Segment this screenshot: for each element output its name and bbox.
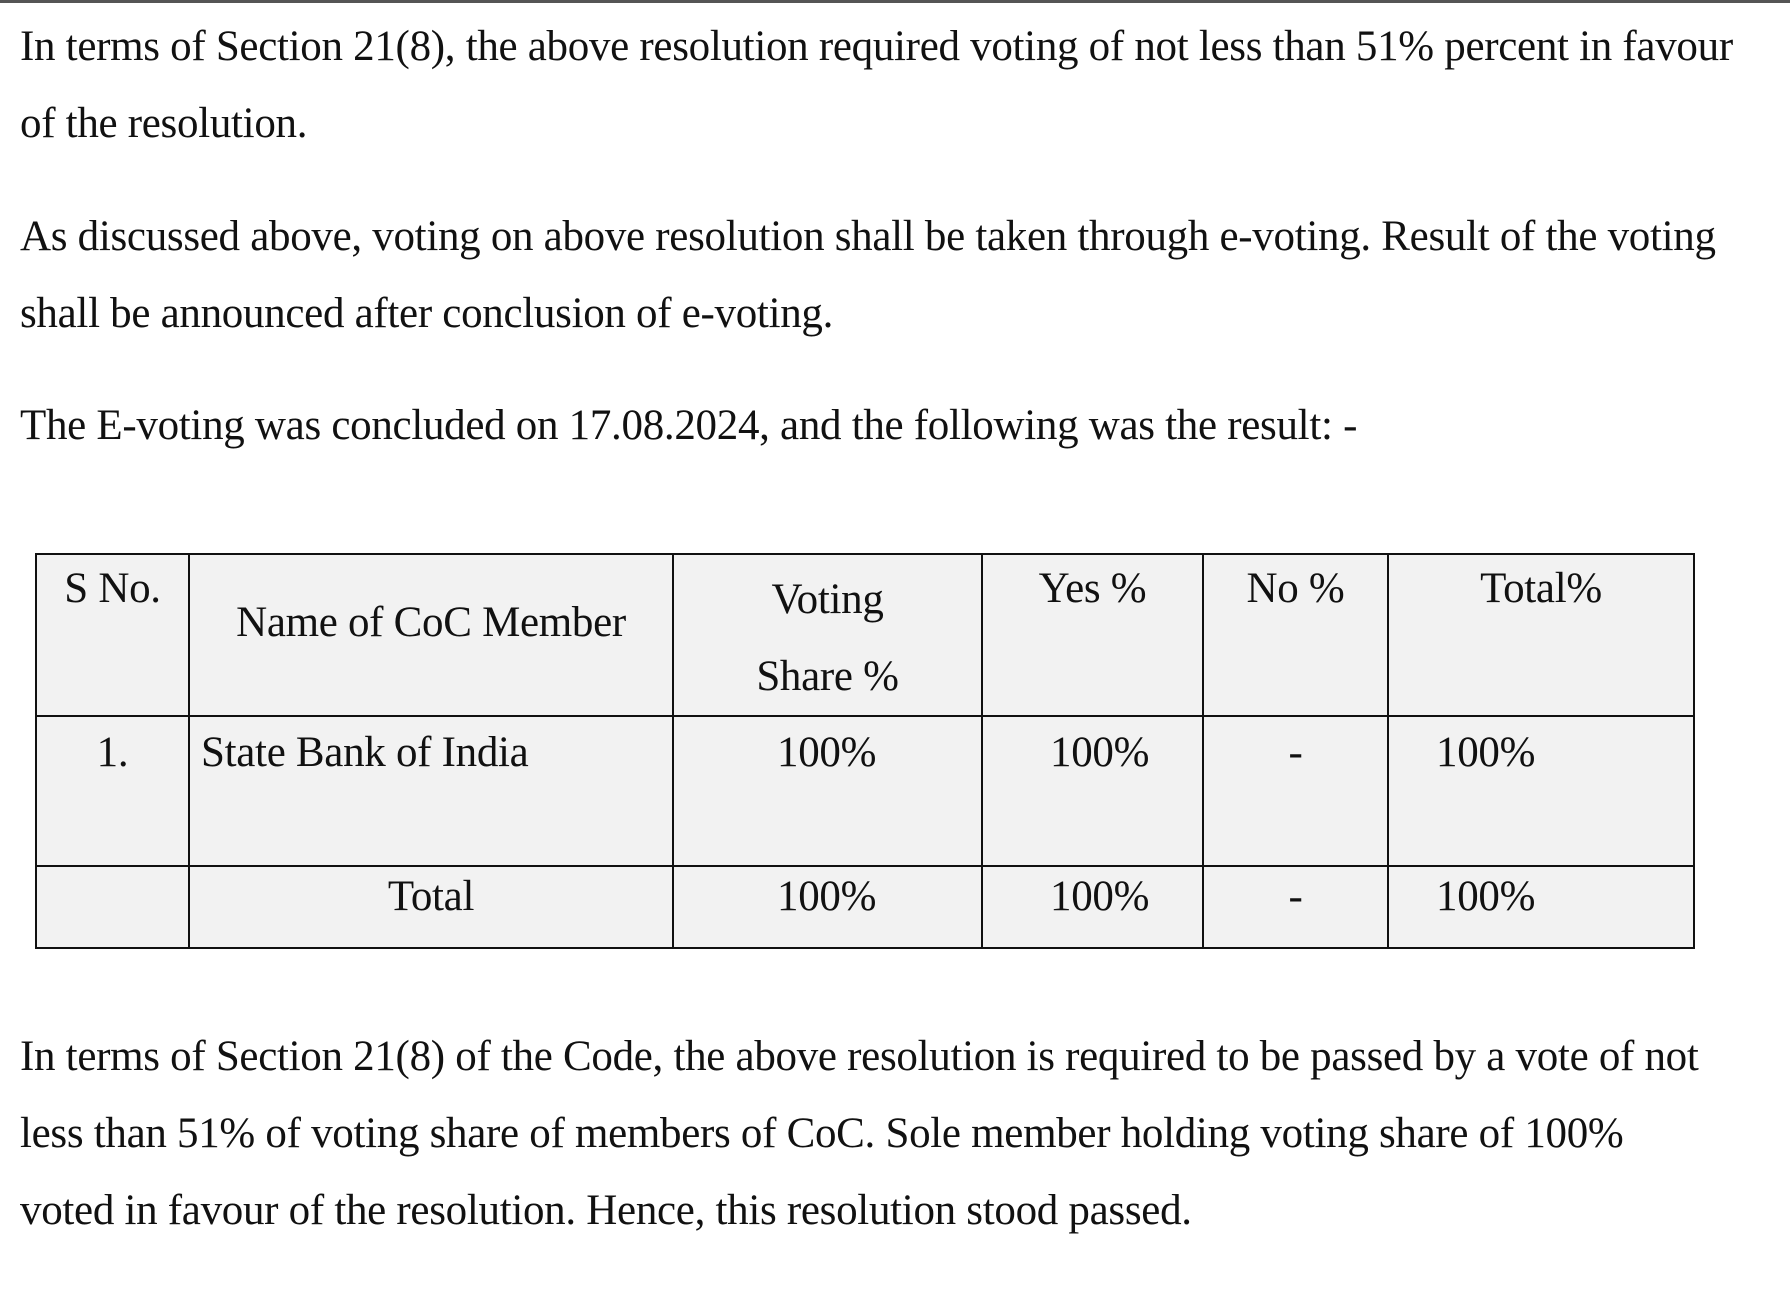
header-yes-percent: Yes % (982, 554, 1203, 716)
header-no-percent: No % (1203, 554, 1388, 716)
cell-s-no: 1. (36, 716, 189, 866)
voting-result-table (35, 553, 1695, 949)
cell-total-voting-share: 100% (673, 866, 982, 948)
cell-no-percent: - (1203, 716, 1388, 866)
top-rule (0, 0, 1790, 3)
header-voting-share (673, 554, 982, 716)
cell-total-total-percent: 100% (1388, 866, 1694, 948)
paragraph-resolution-passed: In terms of Section 21(8) of the Code, the above resolution is required to be passed by a vote of not less than 51% of voting share of members of CoC. Sole member holding voting share of 100% voted in favour of the resolution. Hence, this resolution stood passed. (20, 1033, 1699, 1234)
cell-total-sno-empty (36, 866, 189, 948)
paragraph-e-voting-notice: As discussed above, voting on above resolution shall be taken through e-voting. Result of the voting shall be announced after conclusion of e-voting. (20, 213, 1716, 337)
paragraph-e-voting-concluded: The E-voting was concluded on 17.08.2024, and the following was the result: - (20, 402, 1358, 449)
cell-member-name: State Bank of India (189, 716, 673, 866)
paragraph-voting-requirement: In terms of Section 21(8), the above resolution required voting of not less than 51% percent in favour of the resolution. (20, 23, 1733, 147)
table-total-row (36, 866, 1694, 948)
header-name-of-coc-member: Name of CoC Member (189, 554, 673, 716)
header-total-percent: Total% (1388, 554, 1694, 716)
header-s-no: S No. (36, 554, 189, 716)
header-voting-share-line2: Share % (756, 653, 899, 700)
table-row (36, 716, 1694, 866)
cell-total-no-percent: - (1203, 866, 1388, 948)
table-header-row (36, 554, 1694, 716)
cell-total-yes-percent: 100% (982, 866, 1203, 948)
cell-total-label: Total (189, 866, 673, 948)
header-voting-share-line1: Voting (771, 576, 884, 623)
cell-voting-share: 100% (673, 716, 982, 866)
cell-yes-percent: 100% (982, 716, 1203, 866)
cell-total-percent: 100% (1388, 716, 1694, 866)
